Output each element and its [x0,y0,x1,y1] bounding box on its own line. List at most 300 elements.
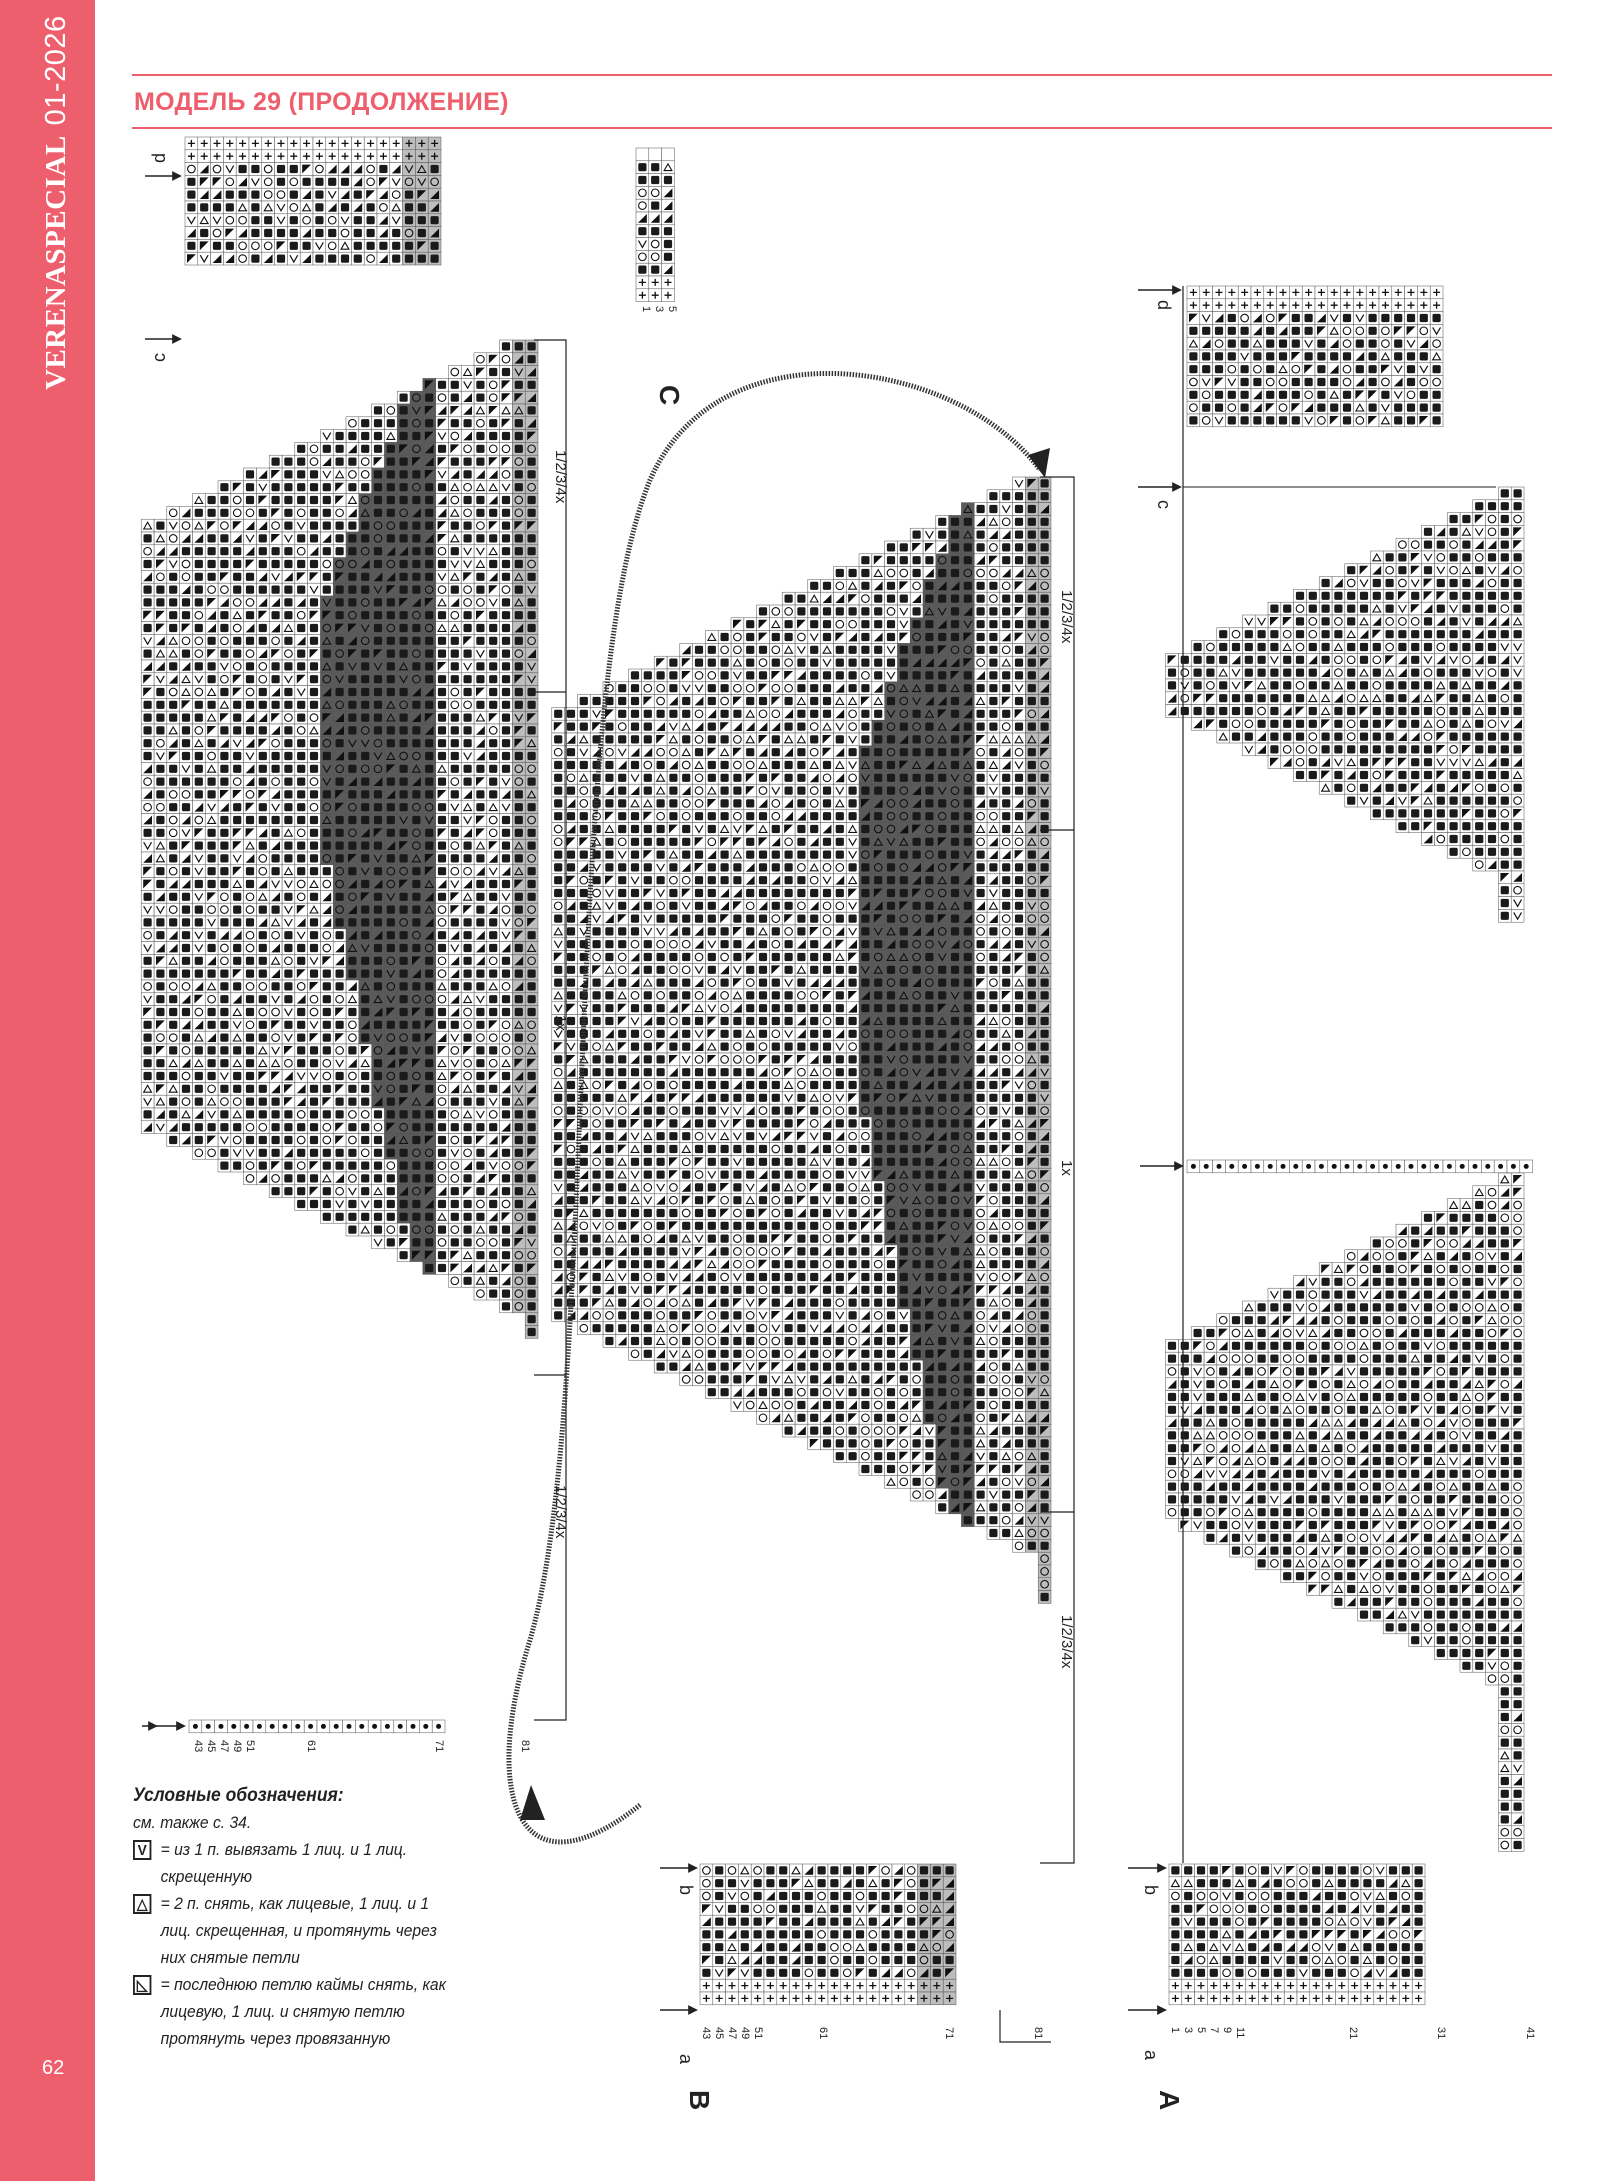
chart-cell [782,1117,795,1130]
chart-cell [1013,1322,1026,1335]
chart-cell [218,686,231,699]
chart-cell [705,1360,718,1373]
chart-cell [1000,541,1013,554]
chart-cell [218,826,231,839]
chart-cell [244,686,257,699]
chart-cell [987,541,1000,554]
chart-cell [339,175,352,188]
chart-cell [808,887,821,900]
chart-cell [641,835,654,848]
chart-cell [346,622,359,635]
chart-cell [1000,1181,1013,1194]
chart-cell [577,797,590,810]
chart-cell [769,1091,782,1104]
chart-cell [351,163,364,176]
chart-cell [680,1143,693,1156]
chart-cell [474,826,487,839]
chart-cell [936,771,949,784]
chart-cell [333,1031,346,1044]
chart-cell [423,1082,436,1095]
chart-cell [654,1245,667,1258]
chart-cell [256,686,269,699]
chart-cell [693,1335,706,1348]
chart-cell [795,605,808,618]
chart-cell [474,1210,487,1223]
chart-cell [923,1437,936,1450]
chart-cell [487,1262,500,1275]
chart-cell [448,558,461,571]
chart-cell [295,775,308,788]
chart-cell [923,848,936,861]
chart-cell [256,622,269,635]
chart-cell [180,1006,193,1019]
chart-cell [359,1159,372,1172]
chart-cell [487,1172,500,1185]
chart-cell [1013,1232,1026,1245]
chart-cell [833,1130,846,1143]
chart-cell [769,912,782,925]
chart-cell [833,1296,846,1309]
chart-cell [423,686,436,699]
chart-cell [936,746,949,759]
chart-cell [885,1066,898,1079]
chart-cell [936,1283,949,1296]
chart-cell [244,826,257,839]
chart-cell [218,801,231,814]
chart-cell [1000,1399,1013,1412]
chart-cell [436,711,449,724]
chart-cell [346,878,359,891]
chart-cell [833,963,846,976]
chart-cell [474,609,487,622]
chart-cell [590,1258,603,1271]
chart-cell [282,852,295,865]
chart-cell [525,622,538,635]
chart-cell [872,1309,885,1322]
chart-cell [397,724,410,737]
chart-cell [192,750,205,763]
chart-cell [320,750,333,763]
chart-cell [346,532,359,545]
chart-cell [1025,887,1038,900]
chart-cell [525,967,538,980]
chart-cell [949,861,962,874]
chart-cell [282,1172,295,1185]
chart-cell [757,771,770,784]
chart-cell [751,1890,764,1903]
chart-cell [769,1258,782,1271]
chart-cell [500,532,513,545]
chart-cell [629,810,642,823]
chart-cell [1013,1437,1026,1450]
chart-cell [448,378,461,391]
chart-cell [930,1864,943,1877]
chart-cell [757,989,770,1002]
chart-cell [1013,1283,1026,1296]
chart-cell [700,1966,713,1979]
chart-cell [410,698,423,711]
chart-cell [500,634,513,647]
chart-cell [910,1450,923,1463]
chart-cell [295,839,308,852]
chart-cell [231,609,244,622]
chart-cell [423,583,436,596]
chart-cell [552,874,565,887]
chart-cell [974,1488,987,1501]
chart-cell [718,1373,731,1386]
chart-cell [372,532,385,545]
chart-cell [808,1386,821,1399]
chart-cell [923,989,936,1002]
chart-cell [525,762,538,775]
chart-cell [859,1232,872,1245]
chart-cell [654,1091,667,1104]
chart-cell [1025,759,1038,772]
chart-cell [474,686,487,699]
chart-cell [782,1283,795,1296]
chart-cell [512,750,525,763]
chart-cell [236,163,249,176]
chart-cell [180,570,193,583]
chart-cell [885,1271,898,1284]
chart-cell [821,759,834,772]
chart-cell [769,1335,782,1348]
chart-cell [1000,1373,1013,1386]
chart-cell [372,1031,385,1044]
chart-cell [577,1245,590,1258]
chart-cell [154,942,167,955]
chart-cell [372,711,385,724]
chart-cell [910,1488,923,1501]
chart-cell [205,1057,218,1070]
chart-cell [372,583,385,596]
chart-cell [1013,1450,1026,1463]
chart-cell [308,878,321,891]
chart-cell [949,976,962,989]
chart-cell [295,545,308,558]
chart-cell [705,1194,718,1207]
chart-cell [667,656,680,669]
chart-cell [782,1143,795,1156]
chart-cell [1038,618,1051,631]
chart-cell [1013,861,1026,874]
chart-cell [923,1296,936,1309]
chart-cell [461,506,474,519]
chart-cell [346,686,359,699]
chart-cell [326,201,339,214]
chart-cell [744,720,757,733]
chart-cell [974,554,987,567]
chart-cell [987,1386,1000,1399]
chart-cell [949,1091,962,1104]
chart-cell [295,1070,308,1083]
chart-cell [300,137,313,150]
chart-cell [744,1168,757,1181]
chart-cell [154,954,167,967]
chart-cell [339,214,352,227]
chart-cell [808,707,821,720]
chart-cell [461,1134,474,1147]
chart-cell [892,1954,905,1967]
chart-cell [1025,1335,1038,1348]
chart-cell [512,1006,525,1019]
chart-cell [961,1130,974,1143]
chart-cell [154,673,167,686]
chart-cell [381,1720,394,1733]
chart-cell [654,1360,667,1373]
chart-cell [282,801,295,814]
chart-cell [897,1411,910,1424]
chart-cell [474,660,487,673]
chart-cell [180,698,193,711]
chart-cell [910,1386,923,1399]
chart-cell [782,1015,795,1028]
chart-cell [269,942,282,955]
chart-cell [859,605,872,618]
chart-cell [738,1915,751,1928]
chart-cell [859,1258,872,1271]
chart-cell [846,746,859,759]
chart-cell [167,903,180,916]
chart-cell [987,1488,1000,1501]
chart-cell [180,545,193,558]
chart-cell [987,720,1000,733]
chart-cell [461,1018,474,1031]
chart-cell [167,750,180,763]
chart-cell [397,711,410,724]
chart-cell [846,1079,859,1092]
chart-cell [987,1066,1000,1079]
chart-cell [410,801,423,814]
chart-cell [313,188,326,201]
chart-cell [603,874,616,887]
chart-cell [833,1053,846,1066]
chart-cell [256,737,269,750]
chart-cell [654,1117,667,1130]
chart-cell [705,976,718,989]
chart-cell [180,634,193,647]
chart-cell [629,912,642,925]
chart-cell [512,942,525,955]
chart-cell [410,750,423,763]
chart-cell [705,1002,718,1015]
chart-cell [769,1155,782,1168]
chart-cell [525,596,538,609]
chart-cell [974,912,987,925]
chart-cell [738,1979,751,1992]
chart-cell [487,1287,500,1300]
chart-cell [846,1258,859,1271]
chart-cell [872,643,885,656]
chart-cell [1013,1207,1026,1220]
chart-cell [359,1108,372,1121]
chart-cell [525,826,538,839]
chart-cell [372,980,385,993]
chart-cell [1000,1079,1013,1092]
chart-cell [525,1031,538,1044]
chart-cell [885,1296,898,1309]
chart-cell [320,1057,333,1070]
chart-cell [320,1082,333,1095]
chart-cell [372,1108,385,1121]
chart-cell [808,1411,821,1424]
chart-cell [872,1322,885,1335]
chart-cell [364,239,377,252]
chart-cell [936,1335,949,1348]
chart-cell [448,826,461,839]
chart-cell [731,1104,744,1117]
chart-cell [667,1053,680,1066]
chart-cell [474,1236,487,1249]
chart-cell [961,1424,974,1437]
chart-cell [718,1335,731,1348]
chart-cell [629,746,642,759]
chart-cell [436,1082,449,1095]
chart-cell [705,733,718,746]
chart-cell [1025,1373,1038,1386]
chart-cell [923,656,936,669]
chart-cell [731,1143,744,1156]
chart-cell [461,1108,474,1121]
chart-cell [359,1095,372,1108]
chart-cell [167,890,180,903]
chart-cell [1013,810,1026,823]
chart-cell [1038,1130,1051,1143]
chart-cell [629,771,642,784]
chart-cell [667,989,680,1002]
chart-cell [974,1309,987,1322]
chart-cell [1000,682,1013,695]
chart-cell [487,839,500,852]
chart-cell [629,682,642,695]
chart-cell [346,660,359,673]
chart-cell [397,673,410,686]
chart-cell [384,1134,397,1147]
chart-cell [333,711,346,724]
chart-cell [744,938,757,951]
chart-cell [192,506,205,519]
chart-cell [987,1283,1000,1296]
chart-cell [512,737,525,750]
chart-cell [231,967,244,980]
chart-cell [757,1296,770,1309]
chart-cell [552,1232,565,1245]
chart-cell [487,583,500,596]
chart-cell [295,1057,308,1070]
chart-cell [428,188,441,201]
chart-cell [552,1143,565,1156]
chart-cell [244,929,257,942]
chart-cell [936,541,949,554]
chart-cell [282,942,295,955]
chart-cell [269,750,282,763]
chart-cell [500,903,513,916]
chart-cell [923,618,936,631]
chart-cell [859,592,872,605]
chart-cell [1038,528,1051,541]
chart-cell [384,1185,397,1198]
chart-cell [782,1322,795,1335]
chart-cell [833,605,846,618]
chart-cell [705,746,718,759]
chart-cell [841,1877,854,1890]
chart-cell [923,963,936,976]
chart-cell [949,1207,962,1220]
chart-cell [223,227,236,240]
chart-cell [256,993,269,1006]
chart-cell [364,188,377,201]
chart-cell [525,1057,538,1070]
chart-cell [390,239,403,252]
chart-cell [910,912,923,925]
chart-cell [603,848,616,861]
chart-cell [141,634,154,647]
chart-cell [1025,1475,1038,1488]
chart-cell [282,1018,295,1031]
chart-cell [936,1219,949,1232]
chart-cell [897,1258,910,1271]
chart-cell [377,227,390,240]
chart-cell [372,852,385,865]
chart-cell [448,903,461,916]
chart-cell [167,942,180,955]
chart-cell [346,1044,359,1057]
chart-cell [897,887,910,900]
chart-cell [949,1079,962,1092]
chart-cell [641,1322,654,1335]
chart-cell [808,759,821,772]
chart-cell [949,720,962,733]
chart-cell [269,737,282,750]
chart-cell [987,707,1000,720]
chart-cell [525,929,538,942]
chart-cell [744,1117,757,1130]
chart-cell [154,686,167,699]
chart-cell [525,1313,538,1326]
chart-cell [790,1941,803,1954]
chart-cell [705,707,718,720]
chart-cell [700,1915,713,1928]
chart-cell [192,647,205,660]
chart-cell [923,874,936,887]
chart-cell [397,903,410,916]
chart-cell [693,682,706,695]
chart-cell [231,506,244,519]
chart-cell [192,634,205,647]
chart-cell [167,916,180,929]
chart-cell [744,861,757,874]
chart-cell [167,545,180,558]
chart-cell [205,1044,218,1057]
chart-cell [705,823,718,836]
chart-cell [423,954,436,967]
chart-cell [192,967,205,980]
chart-cell [846,1386,859,1399]
chart-cell [769,848,782,861]
chart-cell [943,1979,956,1992]
chart-cell [923,707,936,720]
chart-cell [859,1283,872,1296]
chart-cell [346,1057,359,1070]
chart-cell [359,814,372,827]
chart-cell [256,1159,269,1172]
chart-cell [223,239,236,252]
chart-cell [351,137,364,150]
chart-cell [308,788,321,801]
chart-cell [205,878,218,891]
chart-cell [590,1296,603,1309]
chart-cell [705,899,718,912]
